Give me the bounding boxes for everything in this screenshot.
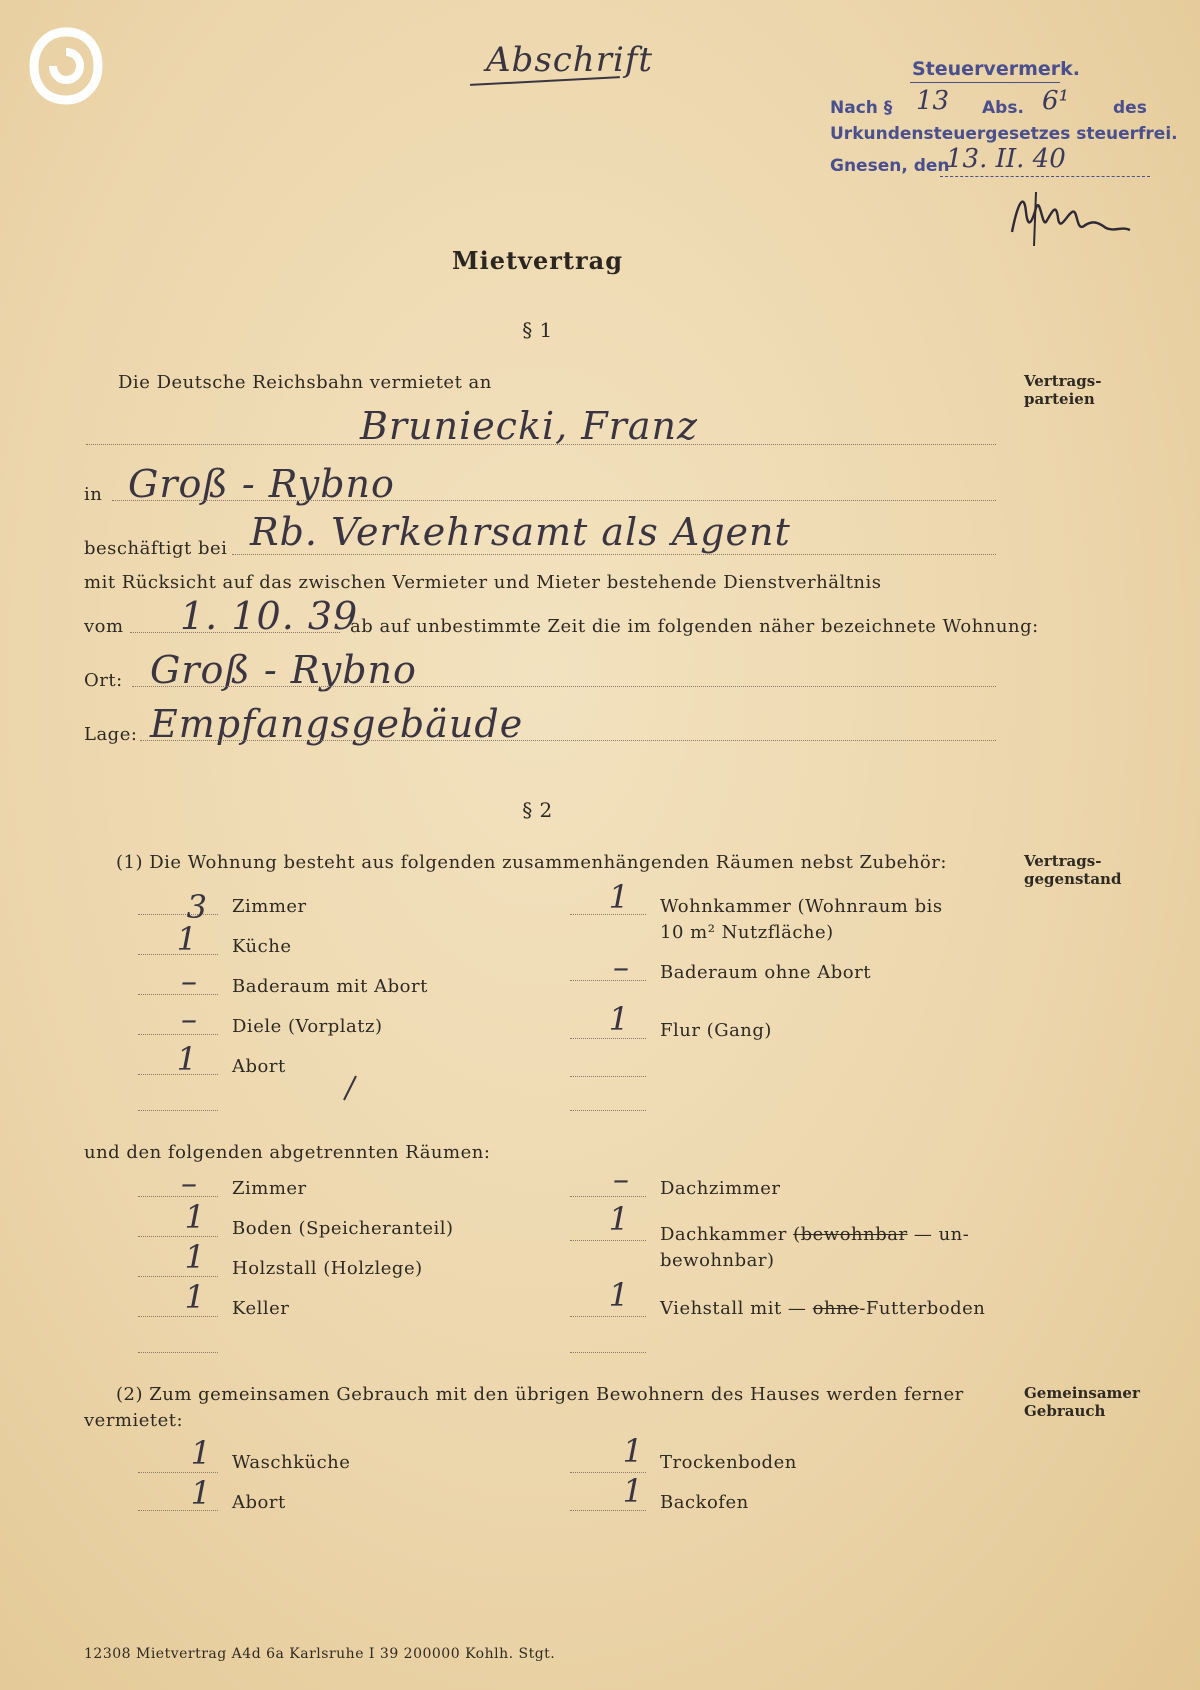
document-title: Mietvertrag [452, 246, 623, 275]
room-count: 1 [622, 1472, 644, 1510]
room-label-composite [660, 1224, 969, 1245]
room-label: Diele (Vorplatz) [232, 1016, 383, 1037]
dotted-line [570, 1110, 646, 1111]
pen-stroke [340, 1074, 360, 1102]
employer-value: Rb. Verkehrsamt als Agent [250, 510, 791, 554]
stamp-date-rule [940, 176, 1150, 177]
room-label-continued: bewohnbar) [660, 1250, 775, 1271]
room-label: Dachkammer [660, 1224, 787, 1245]
room-label: Baderaum mit Abort [232, 976, 428, 997]
stamp-paragraph-number: 13 [916, 86, 950, 116]
section-1-heading: § 1 [522, 318, 553, 342]
dotted-line [570, 1352, 646, 1353]
term-text: ab auf unbestimmte Zeit die im folgenden näher bezeichnete Wohnung: [350, 616, 1039, 637]
place-value: Groß - Rybno [150, 648, 417, 692]
print-footer: 12308 Mietvertrag A4d 6a Karlsruhe I 39 200000 Kohlh. Stgt. [84, 1646, 556, 1662]
tenant-city: Groß - Rybno [128, 462, 395, 506]
room-label: Baderaum ohne Abort [660, 962, 871, 983]
room-count: – [613, 1160, 630, 1198]
start-date: 1. 10. 39 [180, 594, 359, 638]
tenant-name: Bruniecki, Franz [360, 404, 698, 448]
clause-2-line1: (2) Zum gemeinsamen Gebrauch mit den übrigen Bewohnern des Hauses werden ferner [116, 1384, 964, 1405]
room-label: Boden (Speicheranteil) [232, 1218, 454, 1239]
dotted-line [570, 1316, 646, 1317]
room-count: 1 [608, 1200, 630, 1238]
dotted-line [570, 1510, 646, 1511]
room-count: – [613, 948, 630, 986]
room-count: 1 [190, 1474, 212, 1512]
room-count: 1 [184, 1278, 206, 1316]
clause-1-text: (1) Die Wohnung besteht aus folgenden zusammenhängenden Räumen nebst Zubehör: [116, 852, 947, 873]
room-count: 1 [608, 1000, 630, 1038]
room-label: Keller [232, 1298, 290, 1319]
dotted-line [138, 1110, 218, 1111]
stamp-date: 13. II. 40 [946, 144, 1066, 174]
start-date-line [130, 632, 340, 633]
stamp-line1-prefix: Nach § [830, 98, 893, 118]
dotted-line [570, 1076, 646, 1077]
stamp-line2: Urkundensteuergesetzes steuerfrei. [830, 124, 1178, 144]
room-label: Flur (Gang) [660, 1020, 772, 1041]
stamp-title: Steuervermerk. [912, 58, 1080, 80]
archive-logo-icon [28, 26, 104, 106]
place-label: Ort: [84, 670, 123, 691]
location-value: Empfangsgebäude [150, 702, 524, 746]
tenant-city-line [112, 500, 996, 501]
room-count: 1 [184, 1198, 206, 1236]
room-label-composite [660, 1298, 985, 1319]
section-2-heading: § 2 [522, 798, 553, 822]
room-count: 1 [608, 1276, 630, 1314]
dotted-line [570, 1240, 646, 1241]
relation-text: mit Rücksicht auf das zwischen Vermieter und Mieter bestehende Dienstverhältnis [84, 572, 882, 593]
room-label-continued: 10 m² Nutzfläche) [660, 922, 834, 943]
stamp-signature [1006, 182, 1136, 252]
struck-text: ohne [812, 1298, 860, 1319]
room-count: 3 [186, 888, 208, 926]
room-count: 1 [176, 1040, 198, 1078]
room-label-tail: — un- [913, 1224, 970, 1245]
location-label: Lage: [84, 724, 138, 745]
clause-2-line2: vermietet: [84, 1410, 184, 1431]
dotted-line [138, 1472, 218, 1473]
room-label-tail: -Futterboden [859, 1298, 986, 1319]
room-count: 1 [176, 920, 198, 958]
room-label: Backofen [660, 1492, 749, 1513]
intro-text: Die Deutsche Reichsbahn vermietet an [118, 372, 492, 393]
from-label: vom [84, 616, 124, 637]
in-label: in [84, 484, 103, 505]
place-line [132, 686, 996, 687]
tenant-name-line [86, 444, 996, 445]
room-count: – [181, 1000, 198, 1038]
room-label: Trockenboden [660, 1452, 797, 1473]
room-label: Viehstall mit — [660, 1298, 807, 1319]
margin-note-shared: Gemeinsamer Gebrauch [1024, 1384, 1140, 1420]
room-count: 1 [184, 1238, 206, 1276]
heading-handwritten: Abschrift [486, 40, 654, 80]
separate-rooms-intro: und den folgenden abgetrennten Räumen: [84, 1142, 491, 1163]
room-label: Wohnkammer (Wohnraum bis [660, 896, 943, 917]
room-count: 1 [608, 878, 630, 916]
employer-line [232, 554, 996, 555]
employed-label: beschäftigt bei [84, 538, 228, 559]
margin-note-subject: Vertrags- gegenstand [1024, 852, 1122, 888]
room-label: Abort [232, 1492, 286, 1513]
room-label: Waschküche [232, 1452, 351, 1473]
room-count: 1 [190, 1434, 212, 1472]
dotted-line [570, 1038, 646, 1039]
room-label: Zimmer [232, 896, 307, 917]
stamp-line1-suffix: des [1113, 98, 1147, 118]
dotted-line [138, 1316, 218, 1317]
stamp-title-rule [910, 82, 1060, 83]
location-line [140, 740, 996, 741]
room-label: Zimmer [232, 1178, 307, 1199]
room-count: – [181, 1164, 198, 1202]
dotted-line [138, 1236, 218, 1237]
room-count: – [181, 962, 198, 1000]
room-count: 1 [622, 1432, 644, 1470]
margin-note-parties: Vertrags- parteien [1024, 372, 1102, 408]
stamp-abs-label: Abs. [982, 98, 1024, 118]
stamp-abs-number: 6¹ [1042, 86, 1069, 116]
dotted-line [138, 1276, 218, 1277]
room-label: Dachzimmer [660, 1178, 781, 1199]
dotted-line [138, 1352, 218, 1353]
stamp-line3-prefix: Gnesen, den [830, 156, 950, 176]
room-label: Abort [232, 1056, 286, 1077]
room-label: Holzstall (Holzlege) [232, 1258, 423, 1279]
room-label: Küche [232, 936, 292, 957]
struck-text: (bewohnbar [793, 1224, 908, 1245]
